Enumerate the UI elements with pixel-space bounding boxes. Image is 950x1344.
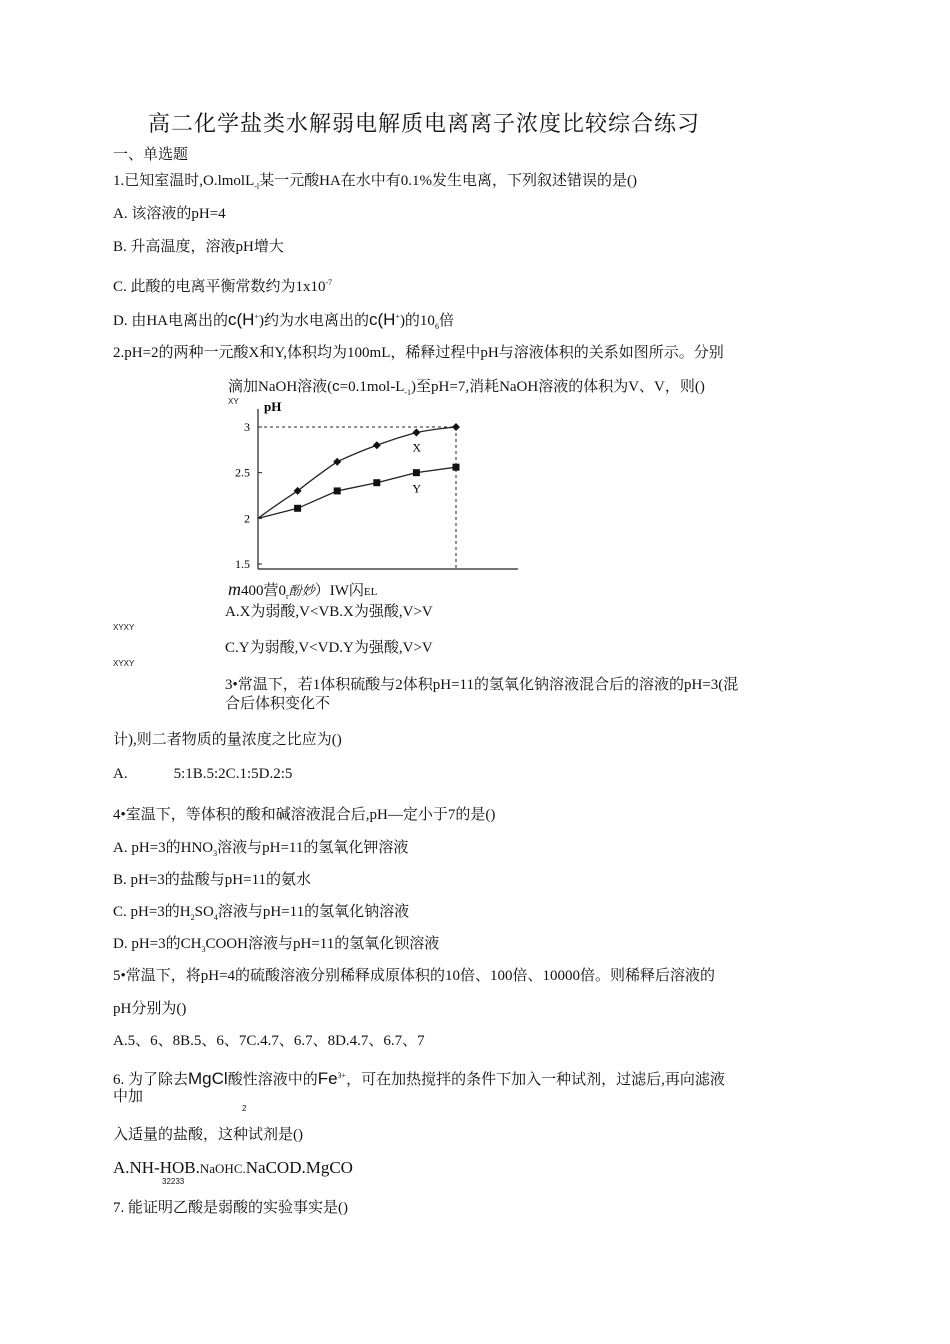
- question-6-option-subscripts: 32233: [162, 1177, 185, 1186]
- question-2-stem: 2.pH=2的两种一元酸X和Y,体积均为100mL，稀释过程中pH与溶液体积的关系如图所示。分别: [113, 345, 724, 361]
- data-point-x: [373, 441, 381, 449]
- data-point-x: [452, 423, 460, 431]
- data-point-y: [294, 505, 301, 512]
- question-2-stem-continued: 滴加NaOH溶液$(c=0.1mol-L_{-1})$至pH=7,消耗NaOH溶液的体积为V、V，则(): [228, 378, 705, 397]
- series-line-y: [258, 467, 456, 518]
- question-2-subscripts-cd: XYXY: [113, 659, 135, 668]
- data-point-y: [413, 469, 420, 476]
- y-axis-label: pH: [264, 399, 282, 414]
- question-6-options: A.NH-HOB.NaOHC.NaCOD.MgCO: [113, 1158, 353, 1177]
- data-point-x: [333, 458, 341, 466]
- question-5-stem-line-2: pH分别为(): [113, 1001, 187, 1017]
- question-7-stem: 7. 能证明乙酸是弱酸的实验事实是(): [113, 1200, 348, 1216]
- question-4-option-b: B. pH=3的盐酸与pH=11的氨水: [113, 872, 312, 888]
- question-3-stem-line-3: 计),则二者物质的量浓度之比应为(): [113, 732, 342, 748]
- series-label-y: Y: [412, 481, 422, 496]
- y-tick-label: 3: [244, 420, 250, 434]
- ph-dilution-chart: [228, 397, 523, 582]
- question-3-stem-line-2: 合后体积变化不: [225, 696, 331, 712]
- question-3-stem: 3•常温下，若1体积硫酸与2体积pH=11的氢氧化钠溶液混合后的溶液的pH=3(混: [225, 677, 739, 693]
- question-5-stem: 5•常温下，将pH=4的硫酸溶液分别稀释成原体积的10倍、100倍、10000倍。则稀释后溶液的: [113, 968, 716, 984]
- series-line-x: [258, 427, 456, 518]
- question-1-option-a: A. 该溶液的pH=4: [113, 206, 226, 222]
- question-2-subscripts-ab: XYXY: [113, 623, 135, 632]
- data-point-x: [412, 428, 420, 436]
- chart-caption: m400营$0_r$酚妙）IW闪EL: [228, 579, 378, 601]
- question-5-options: A.5、6、8B.5、6、7C.4.7、6.7、8D.4.7、6.7、7: [113, 1033, 425, 1049]
- xy-subscript-label: XY: [228, 397, 239, 406]
- section-heading: 一、单选题: [113, 147, 189, 163]
- data-point-y: [373, 479, 380, 486]
- question-4-option-d: D. pH=3的$CH_3COOH$溶液与pH=11的氢氧化钡溶液: [113, 936, 440, 954]
- question-4-stem: 4•室温下，等体积的酸和碱溶液混合后,pH—定小于7的是(): [113, 807, 496, 823]
- data-point-y: [334, 487, 341, 494]
- question-1-option-c: C. 此酸的电离平衡常数约为$1x10^{-7}$: [113, 278, 333, 295]
- series-label-x: X: [412, 440, 422, 455]
- y-tick-label: 2.5: [235, 465, 250, 480]
- question-4-option-a: A. pH=3的$HNO_3$溶液与pH=11的氢氧化钾溶液: [113, 840, 409, 858]
- page-title: 高二化学盐类水解弱电解质电离离子浓度比较综合练习: [148, 111, 701, 136]
- question-2-options-ab: A.X为弱酸,V<VB.X为强酸,V>V: [225, 604, 433, 620]
- y-tick-label: 1.5: [235, 557, 250, 571]
- question-1-option-d: D. 由HA电离出的c(H+)约为水电离出的c(H+)的$10_6$倍: [113, 310, 454, 331]
- question-1-option-b: B. 升高温度，溶液pH增大: [113, 239, 284, 255]
- question-6-stem-wrap: 中加: [113, 1089, 144, 1105]
- question-3-options: A. 5:1B.5:2C.1:5D.2:5: [113, 766, 293, 782]
- question-2-options-cd: C.Y为弱酸,V<VD.Y为强酸,V>V: [225, 640, 433, 656]
- question-6-subscript: 2: [242, 1104, 247, 1113]
- question-6-stem: 6. 为了除去MgCl酸性溶液中的$Fe^{3+}$，可在加热搅拌的条件下加入一种试剂，过滤后,再向滤液: [113, 1069, 725, 1088]
- y-tick-label: 2: [244, 511, 250, 526]
- question-1-stem: 1.已知室温时,O.lmolL$_{-l}$某一元酸HA在水中有0.1%发生电离，下列叙述错误的是(): [113, 173, 638, 191]
- question-6-stem-line-2: 入适量的盐酸，这种试剂是(): [113, 1127, 303, 1143]
- data-point-y: [453, 464, 460, 471]
- question-4-option-c: C. pH=3的$H_2SO_4$溶液与pH=11的氢氧化钠溶液: [113, 904, 410, 922]
